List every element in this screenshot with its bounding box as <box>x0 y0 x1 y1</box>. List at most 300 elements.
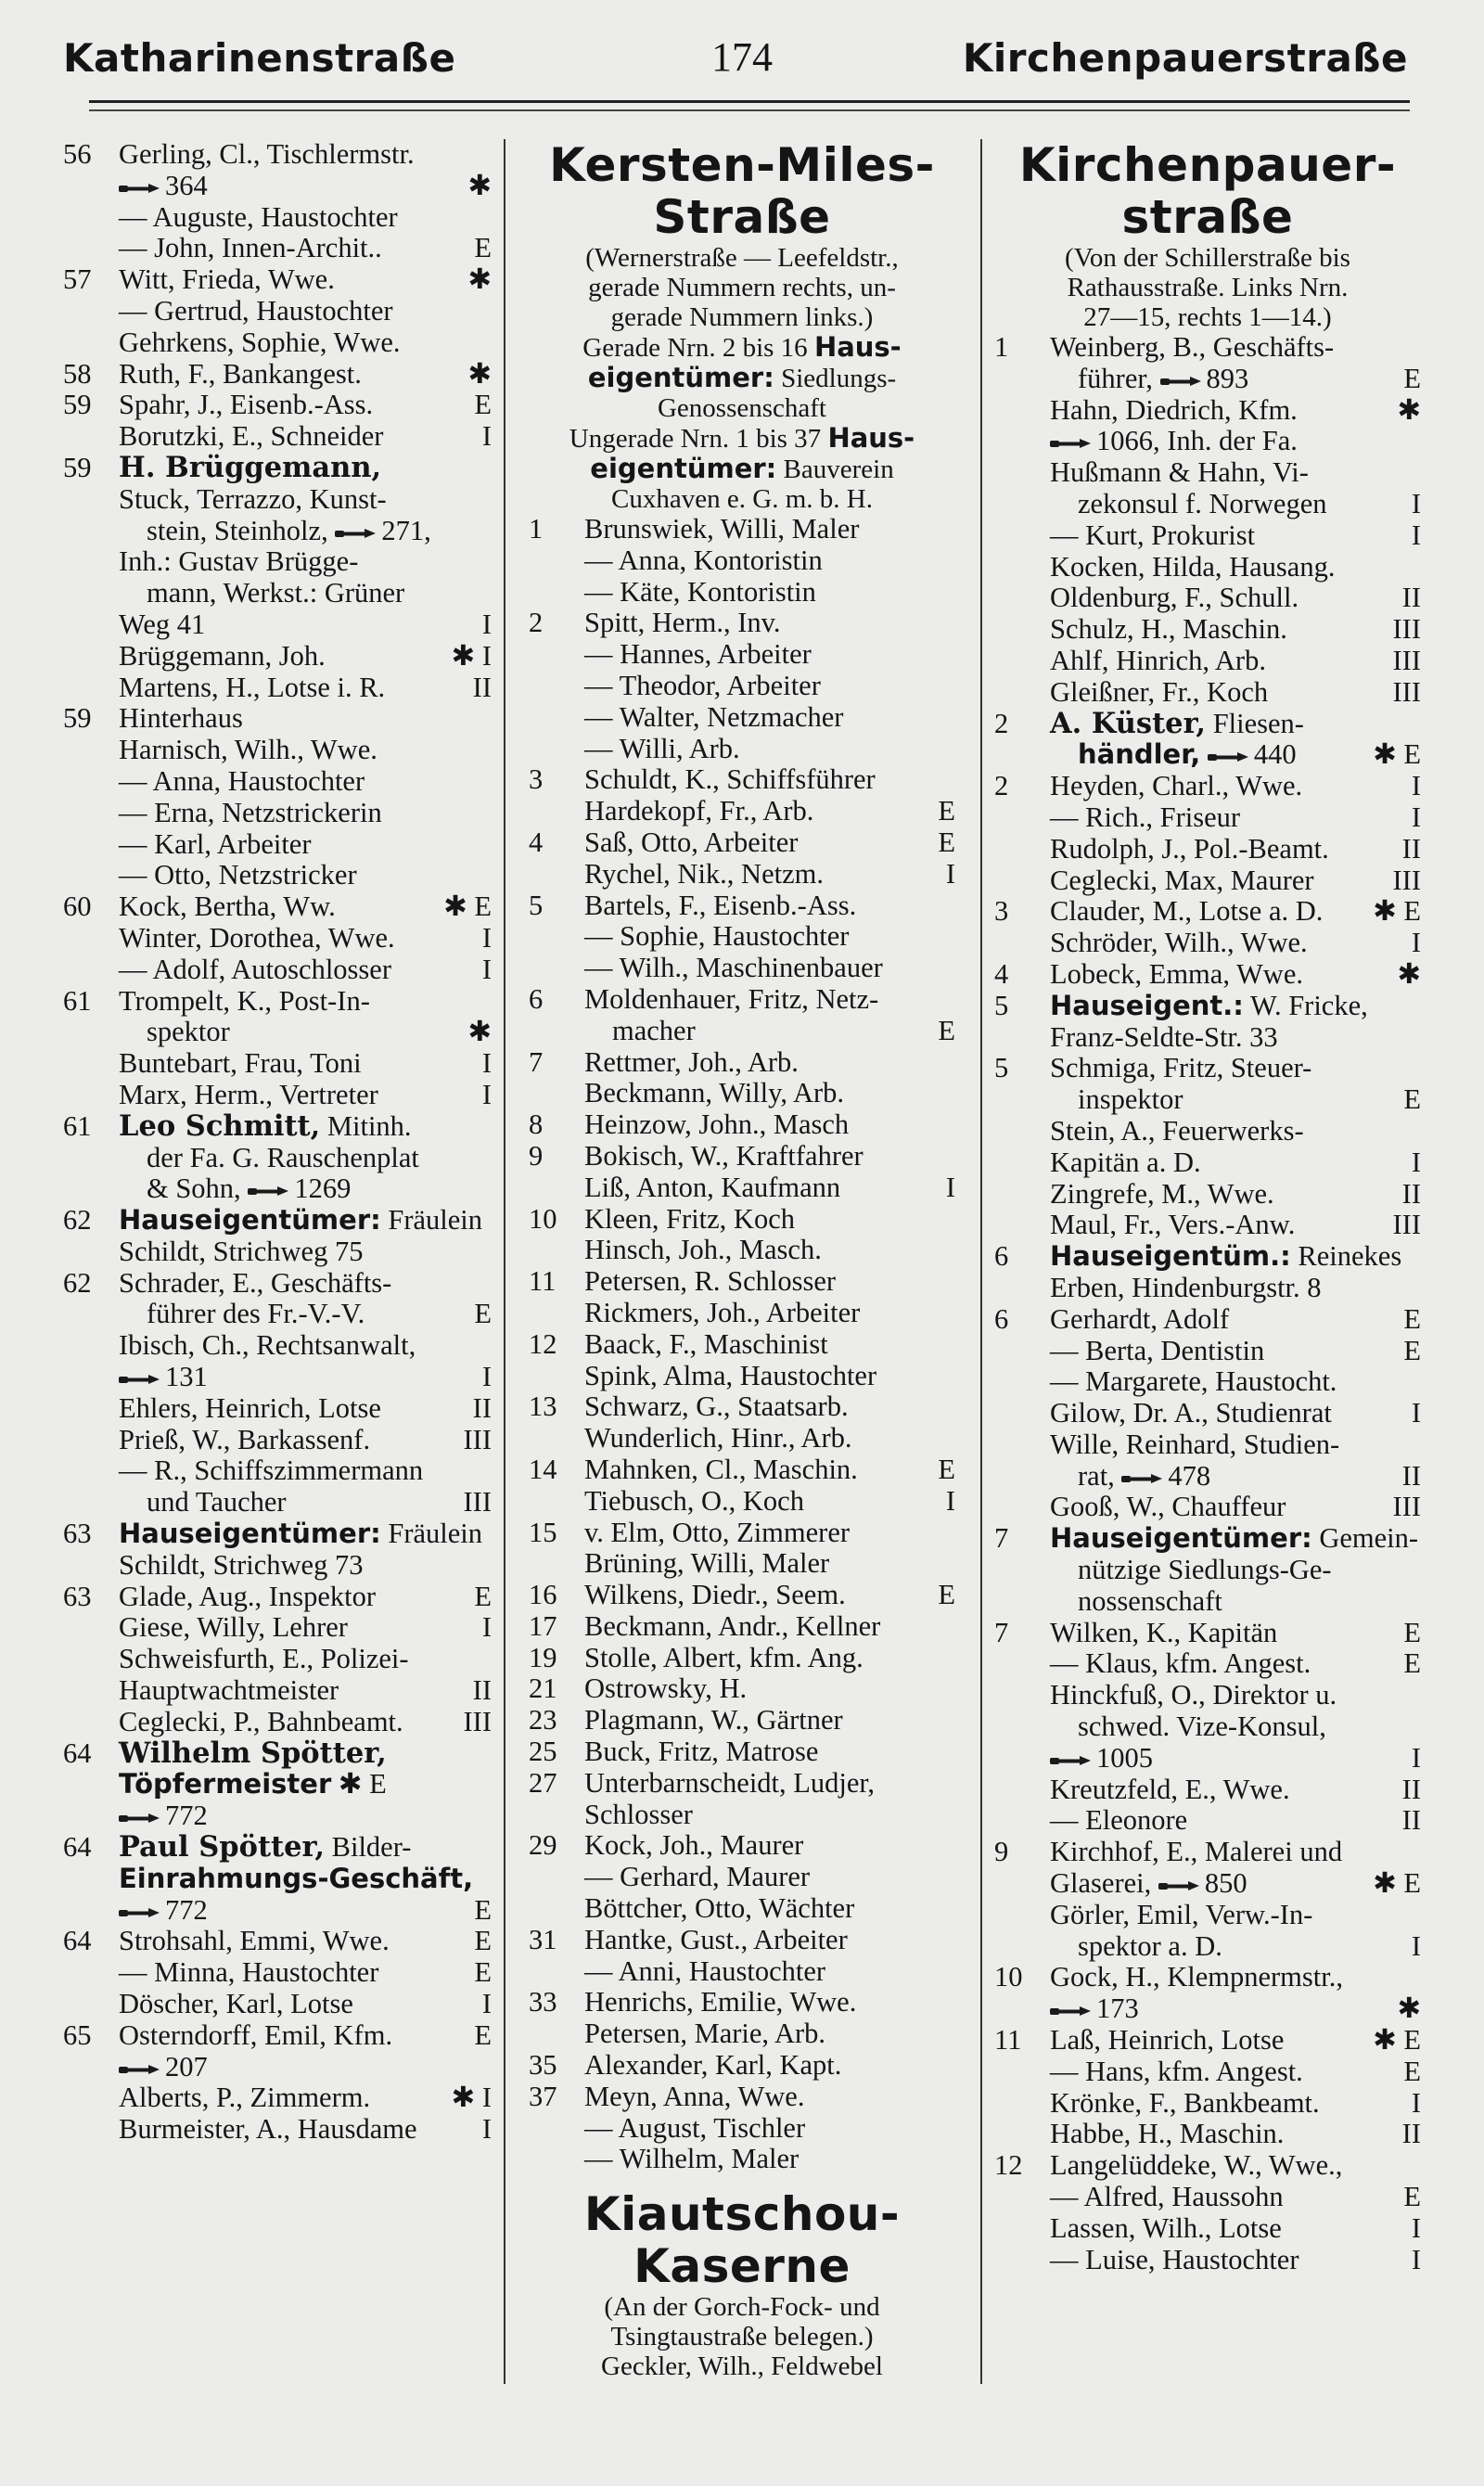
resident-entry: Meyn, Anna, Wwe. <box>584 2080 805 2112</box>
list-item <box>994 1429 1421 1461</box>
resident-entry: Hauseigentümer: Fräulein <box>119 1204 483 1237</box>
house-number: 27 <box>529 1766 557 1799</box>
resident-entry: Lassen, Wilh., Lotse I <box>1050 2211 1421 2244</box>
resident-entry: Kapitän a. D. I <box>1050 1146 1421 1178</box>
list-item <box>63 1143 492 1174</box>
resident-entry: Trompelt, K., Post-In- <box>119 984 370 1017</box>
resident-entry: Görler, Emil, Verw.-In- <box>1050 1898 1313 1930</box>
list-item <box>994 552 1421 583</box>
resident-entry: Burmeister, A., Hausdame I <box>119 2113 492 2146</box>
telephone-icon <box>1158 1879 1199 1892</box>
resident-entry: Hauseigent.: W. Fricke, <box>1050 989 1368 1021</box>
resident-entry: — Anni, Haustochter <box>584 1954 826 1987</box>
list-item <box>994 1273 1421 1304</box>
resident-entry: Unterbarnscheidt, Ludjer, <box>584 1766 875 1799</box>
list-item <box>529 1643 955 1674</box>
house-number: 64 <box>63 1831 92 1864</box>
resident-entry: — Sophie, Haustochter <box>584 920 850 953</box>
resident-entry: Hauptwachtmeister II <box>119 1674 492 1707</box>
list-item <box>994 1931 1421 1963</box>
house-number: 64 <box>63 1736 92 1769</box>
list-item <box>994 1868 1421 1900</box>
resident-entry: 207 <box>119 2052 492 2083</box>
resident-entry: 1005 I <box>1050 1743 1421 1775</box>
house-number: 4 <box>529 826 544 858</box>
resident-entry: — Erna, Netzstrickerin <box>119 796 382 828</box>
resident-entry: Ceglecki, P., Bahnbeamt. III <box>119 1705 492 1737</box>
house-number: 31 <box>529 1923 557 1955</box>
resident-entry: A. Küster, Fliesen- <box>1050 706 1304 740</box>
resident-entry: Wunderlich, Hinr., Arb. <box>584 1422 852 1454</box>
list-item <box>994 1116 1421 1147</box>
list-item <box>994 1084 1421 1116</box>
list-item <box>994 1461 1421 1493</box>
resident-entry: Stuck, Terrazzo, Kunst- <box>119 482 387 515</box>
list-item <box>529 1047 955 1079</box>
list-item <box>63 1738 492 1770</box>
resident-entry: Rychel, Nik., Netzm. I <box>584 857 955 890</box>
list-item <box>529 545 955 577</box>
resident-entry: Hantke, Gust., Arbeiter <box>584 1923 848 1955</box>
list-item <box>994 489 1421 520</box>
telephone-icon <box>119 1906 160 1919</box>
resident-entry: Stolle, Albert, kfm. Ang. <box>584 1641 864 1673</box>
list-item <box>529 671 955 702</box>
house-number: 63 <box>63 1580 92 1612</box>
telephone-icon <box>1208 750 1248 763</box>
list-item <box>529 2144 955 2175</box>
intro-line: eigentümer: Siedlungs- <box>587 362 897 393</box>
house-number: 61 <box>63 1109 92 1142</box>
house-number: 63 <box>63 1518 92 1550</box>
list-item <box>63 1800 492 1832</box>
intro-line: Cuxhaven e. G. m. b. H. <box>611 484 873 514</box>
resident-entry: Hinsch, Joh., Masch. <box>584 1234 822 1266</box>
telephone-icon <box>119 182 160 195</box>
list-item <box>63 1864 492 1895</box>
resident-entry: Mahnken, Cl., Maschin. E <box>584 1453 955 1485</box>
house-number: 3 <box>529 763 544 796</box>
resident-entry: Gerhardt, Adolf E <box>1050 1302 1421 1335</box>
list-item <box>529 1768 955 1800</box>
list-item <box>63 923 492 955</box>
telephone-icon <box>1050 1754 1091 1767</box>
resident-entry: — Margarete, Haustocht. <box>1050 1365 1337 1398</box>
resident-entry: — Käte, Kontoristin <box>584 575 816 608</box>
list-item <box>994 1648 1421 1680</box>
list-item <box>63 1675 492 1707</box>
house-number: 17 <box>529 1609 557 1642</box>
list-item <box>994 614 1421 646</box>
resident-entry: Wilhelm Spötter, <box>119 1736 387 1770</box>
house-number: 12 <box>529 1327 557 1360</box>
resident-entry: Schwarz, G., Staatsarb. <box>584 1390 849 1423</box>
resident-entry: Prieß, W., Barkassenf. III <box>119 1423 492 1455</box>
list-item <box>994 1147 1421 1179</box>
list-item <box>529 2018 955 2050</box>
header-right-street: Kirchenpauerstraße <box>962 35 1408 81</box>
resident-entry: H. Brüggemann, <box>119 450 382 484</box>
list-item <box>994 2182 1421 2213</box>
intro-line: (Wernerstraße — Leefeldstr., <box>585 243 899 273</box>
list-item <box>529 1266 955 1298</box>
house-number: 5 <box>994 1052 1009 1084</box>
house-number: 58 <box>63 357 92 390</box>
list-item <box>994 1805 1421 1837</box>
list-item <box>529 921 955 953</box>
list-item <box>529 1016 955 1047</box>
list-item <box>994 1618 1421 1649</box>
house-number: 56 <box>63 138 92 170</box>
list-item <box>63 1707 492 1738</box>
header-left-street: Katharinenstraße <box>63 35 456 81</box>
resident-entry: Ehlers, Heinrich, Lotse II <box>119 1391 492 1424</box>
resident-entry: Bartels, F., Eisenb.-Ass. <box>584 889 857 921</box>
resident-entry: Rettmer, Joh., Arb. <box>584 1045 799 1078</box>
list-item <box>63 171 492 202</box>
list-item <box>63 1926 492 1957</box>
list-item <box>63 1173 492 1205</box>
list-item <box>63 1550 492 1582</box>
house-number: 3 <box>994 895 1009 928</box>
telephone-icon <box>119 1812 160 1825</box>
list-item <box>994 2088 1421 2120</box>
list-item <box>994 677 1421 709</box>
list-item <box>63 798 492 829</box>
house-number: 37 <box>529 2080 557 2112</box>
list-item <box>63 609 492 641</box>
list-item <box>63 1612 492 1644</box>
telephone-icon <box>1121 1472 1162 1485</box>
list-item <box>994 364 1421 395</box>
street-intro-kiautschou <box>529 2292 955 2381</box>
list-item <box>63 1393 492 1425</box>
resident-entry: Ibisch, Ch., Rechtsanwalt, <box>119 1329 416 1362</box>
resident-entry: Tiebusch, O., Koch I <box>584 1484 955 1517</box>
resident-entry: inspektor E <box>1078 1083 1421 1116</box>
house-number: 60 <box>63 891 92 923</box>
column-2 <box>529 139 955 2384</box>
list-item <box>529 2113 955 2145</box>
list-item <box>994 896 1421 928</box>
list-item <box>529 1078 955 1109</box>
resident-entry: Clauder, M., Lotse a. D. ✱ E <box>1050 895 1421 928</box>
telephone-icon <box>1160 375 1201 388</box>
resident-entry: — Alfred, Haussohn E <box>1050 2181 1421 2213</box>
resident-entry: Ruth, F., Bankangest. ✱ <box>119 357 492 390</box>
list-item <box>529 953 955 984</box>
resident-entry: Hinterhaus <box>119 702 243 735</box>
resident-entry: Ahlf, Hinrich, Arb. III <box>1050 644 1421 676</box>
resident-entry: Gerling, Cl., Tischlermstr. <box>119 138 415 170</box>
list-item <box>63 421 492 453</box>
list-item <box>529 1235 955 1266</box>
list-item <box>994 1555 1421 1586</box>
resident-entry: — Kurt, Prokurist I <box>1050 519 1421 551</box>
resident-entry: Einrahmungs-Geschäft, <box>119 1862 474 1894</box>
resident-entry: Baack, F., Maschinist <box>584 1327 828 1360</box>
list-item <box>63 1644 492 1675</box>
resident-entry: zekonsul f. Norwegen I <box>1078 487 1421 519</box>
list-item <box>994 2057 1421 2088</box>
list-item <box>529 1862 955 1893</box>
telephone-icon <box>119 1373 160 1386</box>
resident-entry: Strohsahl, Emmi, Wwe. E <box>119 1925 492 1957</box>
intro-line: Gerade Nrn. 2 bis 16 Haus- <box>582 331 902 363</box>
intro-line: eigentümer: Bauverein <box>590 453 894 484</box>
resident-entry: Beckmann, Andr., Kellner <box>584 1609 881 1642</box>
resident-entry: v. Elm, Otto, Zimmerer <box>584 1516 851 1548</box>
list-item <box>63 233 492 264</box>
house-number: 16 <box>529 1579 557 1611</box>
resident-entry: — Otto, Netzstricker <box>119 859 357 891</box>
list-item <box>529 984 955 1016</box>
resident-entry: Langelüddeke, W., Wwe., <box>1050 2149 1343 2182</box>
list-item <box>529 1736 955 1768</box>
list-item <box>994 706 1421 740</box>
resident-entry: 1066, Inh. der Fa. <box>1050 426 1421 457</box>
list-item <box>63 1832 492 1864</box>
list-item <box>529 827 955 859</box>
resident-entry: — Minna, Haustochter E <box>119 1956 492 1989</box>
resident-entry: Schulz, H., Maschin. III <box>1050 613 1421 646</box>
list-item <box>63 1957 492 1989</box>
intro-line: Genossenschaft <box>657 393 826 423</box>
resident-entry: Hauseigentümer: Gemein- <box>1050 1522 1419 1555</box>
resident-entry: Borutzki, E., Schneider I <box>119 420 492 453</box>
house-number: 25 <box>529 1736 557 1768</box>
list-item <box>63 955 492 986</box>
house-number: 19 <box>529 1641 557 1673</box>
resident-entry: Alberts, P., Zimmerm. ✱ I <box>119 2082 492 2114</box>
house-number: 64 <box>63 1925 92 1957</box>
list-item <box>529 1705 955 1736</box>
list-item <box>994 1680 1421 1711</box>
house-number: 13 <box>529 1390 557 1423</box>
resident-entry: führer des Fr.-V.-V. E <box>147 1298 492 1330</box>
list-item <box>529 1987 955 2018</box>
telephone-icon <box>119 2063 160 2076</box>
resident-entry: Hinckfuß, O., Direktor u. <box>1050 1679 1337 1711</box>
resident-entry: Schildt, Strichweg 75 <box>119 1235 364 1267</box>
resident-entry: Alexander, Karl, Kapt. <box>584 2049 842 2082</box>
column-1 <box>63 139 492 2384</box>
house-number: 15 <box>529 1516 557 1548</box>
list-item <box>529 514 955 545</box>
list-item <box>63 1017 492 1048</box>
list-item <box>529 734 955 765</box>
resident-entry: Schröder, Wilh., Wwe. I <box>1050 927 1421 959</box>
resident-entry: Schweisfurth, E., Polizei- <box>119 1643 409 1675</box>
resident-entry: — Karl, Arbeiter <box>119 827 312 860</box>
resident-entry: Liß, Anton, Kaufmann I <box>584 1171 955 1203</box>
list-item <box>994 1304 1421 1336</box>
resident-entry: Schildt, Strichweg 73 <box>119 1548 364 1581</box>
list-item <box>63 1895 492 1927</box>
resident-entry: Wilken, K., Kapitän E <box>1050 1616 1421 1648</box>
house-number: 23 <box>529 1704 557 1736</box>
list-item <box>994 739 1421 771</box>
intro-line: Rathausstraße. Links Nrn. <box>1067 273 1349 302</box>
list-item <box>529 1830 955 1862</box>
resident-entry: Ostrowsky, H. <box>584 1672 748 1705</box>
list-item <box>63 641 492 673</box>
list-item <box>994 1743 1421 1775</box>
resident-entry: Schmiga, Fritz, Steuer- <box>1050 1052 1312 1084</box>
resident-entry: — John, Innen-Archit.. E <box>119 232 492 264</box>
resident-entry: nossenschaft <box>1078 1584 1222 1617</box>
house-number: 62 <box>63 1266 92 1299</box>
resident-entry: — Adolf, Autoschlosser I <box>119 953 492 985</box>
list-item <box>63 1487 492 1519</box>
resident-entry: Spitt, Herm., Inv. <box>584 607 781 639</box>
house-number: 29 <box>529 1829 557 1862</box>
house-number: 65 <box>63 2018 92 2051</box>
intro-line: (An der Gorch-Fock- und <box>604 2292 880 2323</box>
house-number: 1 <box>994 331 1009 363</box>
house-number: 10 <box>994 1961 1023 1993</box>
list-item <box>63 139 492 171</box>
resident-entry: — Wilh., Maschinenbauer <box>584 952 883 984</box>
resident-entry: — Luise, Haustochter I <box>1050 2243 1421 2275</box>
resident-entry: Bokisch, W., Kraftfahrer <box>584 1139 864 1172</box>
resident-entry: — R., Schiffszimmermann <box>119 1454 424 1487</box>
list-item <box>994 834 1421 865</box>
resident-entry: Rudolph, J., Pol.-Beamt. II <box>1050 832 1421 865</box>
list-item <box>529 702 955 734</box>
list-item <box>994 332 1421 364</box>
house-number: 7 <box>529 1045 544 1078</box>
house-number: 61 <box>63 984 92 1017</box>
resident-entry: Gock, H., Klempnermstr., <box>1050 1961 1343 1993</box>
list-item <box>63 1362 492 1393</box>
list-item <box>63 860 492 891</box>
list-item <box>63 2082 492 2114</box>
resident-entry: Hauseigentüm.: Reinekes <box>1050 1240 1402 1273</box>
house-number: 9 <box>994 1836 1009 1868</box>
street-intro <box>994 243 1421 332</box>
list-item <box>529 1423 955 1454</box>
page-number: 174 <box>711 34 773 80</box>
list-item <box>63 2052 492 2083</box>
list-item <box>994 457 1421 489</box>
resident-entry: stein, Steinholz, 271, <box>147 514 431 546</box>
list-item <box>529 608 955 639</box>
resident-entry: Wilkens, Diedr., Seem. E <box>584 1579 955 1611</box>
resident-entry: Martens, H., Lotse i. R. II <box>119 671 492 703</box>
list-item <box>63 359 492 391</box>
list-item <box>63 829 492 861</box>
list-item <box>994 1366 1421 1398</box>
column-3 <box>994 139 1421 2384</box>
house-number: 2 <box>994 770 1009 802</box>
resident-entry: Weg 41 I <box>119 608 492 640</box>
intro-line: (Von der Schillerstraße bis <box>1065 243 1350 273</box>
header-rule-thin <box>89 109 1410 111</box>
house-number: 5 <box>529 889 544 921</box>
list-item <box>994 1993 1421 2025</box>
resident-entry: Heyden, Charl., Wwe. I <box>1050 770 1421 802</box>
resident-entry: Gilow, Dr. A., Studienrat I <box>1050 1397 1421 1429</box>
house-number: 14 <box>529 1453 557 1485</box>
list-item <box>63 450 492 484</box>
list-item <box>63 1330 492 1362</box>
list-item <box>529 2050 955 2082</box>
list-item <box>63 1455 492 1487</box>
resident-entry: Lobeck, Emma, Wwe. ✱ <box>1050 957 1421 990</box>
resident-entry: Maul, Fr., Vers.-Anw. III <box>1050 1209 1421 1241</box>
resident-entry: Schlosser <box>584 1798 693 1830</box>
resident-entry: Brüggemann, Joh. ✱ I <box>119 639 492 672</box>
list-item <box>994 1586 1421 1618</box>
house-number: 59 <box>63 702 92 735</box>
resident-entry: — Anna, Haustochter <box>119 764 365 797</box>
house-number: 4 <box>994 957 1009 990</box>
resident-entry: — Hans, kfm. Angest. E <box>1050 2055 1421 2087</box>
street-intro <box>529 243 955 514</box>
list-item <box>529 1204 955 1236</box>
resident-entry: — Gerhard, Maurer <box>584 1861 811 1893</box>
resident-entry: — Theodor, Arbeiter <box>584 669 821 701</box>
list-item <box>994 2119 1421 2150</box>
resident-entry: Paul Spötter, Bilder- <box>119 1830 412 1864</box>
resident-entry: 772 <box>119 1800 492 1832</box>
resident-entry: führer, 893 E <box>1078 362 1421 394</box>
list-item <box>994 1336 1421 1367</box>
resident-entry: Marx, Herm., Vertreter I <box>119 1078 492 1110</box>
house-number: 6 <box>994 1302 1009 1335</box>
list-item <box>994 2150 1421 2182</box>
resident-entry: Hardekopf, Fr., Arb. E <box>584 795 955 827</box>
resident-entry: Döscher, Karl, Lotse I <box>119 1988 492 2020</box>
resident-entry: — Berta, Dentistin E <box>1050 1334 1421 1366</box>
house-number: 11 <box>994 2024 1022 2057</box>
resident-entry: — Anna, Kontoristin <box>584 544 823 576</box>
resident-entry: — August, Tischler <box>584 2111 806 2144</box>
list-item <box>63 1519 492 1550</box>
list-item <box>63 1425 492 1456</box>
resident-entry: 173 ✱ <box>1050 1993 1421 2025</box>
list-item <box>63 390 492 421</box>
resident-entry: Ceglecki, Max, Maurer III <box>1050 864 1421 896</box>
intro-line: Tsingtaustraße belegen.) <box>610 2322 874 2352</box>
street-title-kirchenpauer: Kirchenpauer- straße <box>1018 138 1397 244</box>
list-item <box>529 1548 955 1580</box>
list-item <box>529 1580 955 1611</box>
telephone-icon <box>248 1185 288 1198</box>
resident-entry: rat, 478 II <box>1078 1459 1421 1492</box>
intro-line: 27—15, rechts 1—14.) <box>1083 302 1332 332</box>
list-item <box>63 1205 492 1237</box>
list-item <box>994 646 1421 677</box>
resident-entry: Rickmers, Joh., Arbeiter <box>584 1296 861 1328</box>
resident-entry: Glaserei, 850 ✱ E <box>1050 1867 1421 1900</box>
resident-entry: Hußmann & Hahn, Vi- <box>1050 456 1309 489</box>
house-number: 59 <box>63 389 92 421</box>
page-header <box>0 0 1484 125</box>
resident-entry: Brunswiek, Willi, Maler <box>584 513 860 545</box>
house-number: 5 <box>994 989 1009 1021</box>
resident-entry: Hahn, Diedrich, Kfm. ✱ <box>1050 393 1421 426</box>
resident-entry: — Hannes, Arbeiter <box>584 638 812 671</box>
resident-entry: Spahr, J., Eisenb.-Ass. E <box>119 389 492 421</box>
resident-entry: Weinberg, B., Geschäfts- <box>1050 331 1335 363</box>
list-item <box>529 1800 955 1831</box>
intro-line: Geckler, Wilh., Feldwebel <box>601 2351 883 2382</box>
resident-entry: Saß, Otto, Arbeiter E <box>584 826 955 858</box>
resident-entry: Harnisch, Wilh., Wwe. <box>119 734 377 766</box>
resident-entry: Laß, Heinrich, Lotse ✱ E <box>1050 2024 1421 2057</box>
